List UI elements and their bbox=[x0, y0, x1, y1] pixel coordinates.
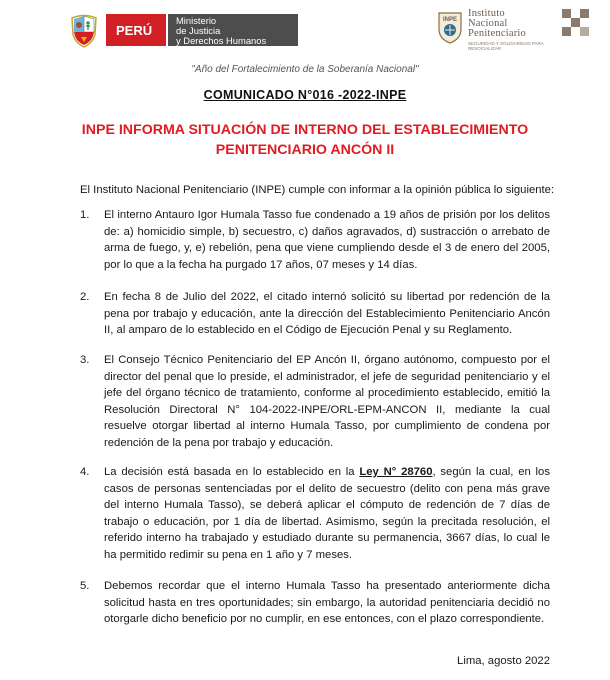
inpe-tagline: SEGURIDAD Y SOLIDARIDAD PARA RESOCIALIZAR bbox=[468, 41, 544, 51]
item-text: El interno Antauro Igor Humala Tasso fue condenado a 19 años de prisión por los delitos de: a) homicidio simple, b) secuestro, c) daños agravados, d) sustracción o arrebato de arma de fuego, y, e) rebelión, pena que viene cumpliendo desde el 3 de enero del 2005, por lo que a la fecha ha purgado 17 años, 07 meses y 14 días. bbox=[104, 209, 550, 271]
ministry-line-2: de Justicia bbox=[176, 24, 221, 36]
inpe-name-line-3: Penitenciario bbox=[468, 28, 526, 39]
list-item-5 bbox=[80, 578, 550, 628]
ministry-line-3: y Derechos Humanos bbox=[176, 34, 267, 46]
peru-label: PERÚ bbox=[106, 14, 166, 46]
item-number: 4. bbox=[80, 466, 90, 478]
list-item-1 bbox=[80, 207, 550, 273]
peru-coat-of-arms-icon bbox=[66, 12, 102, 48]
inpe-name-line-1: Instituto bbox=[468, 8, 505, 19]
headline: INPE INFORMA SITUACIÓN DE INTERNO DEL ESTABLECIMIENTO PENITENCIARIO ANCÓN II bbox=[81, 122, 529, 158]
item-text: En fecha 8 de Julio del 2022, el citado internó solicitó su libertad por redención de la pena por trabajo y educación, ante la dirección del Establecimiento Penitenciario Ancón II, al amparo de lo establecido en el Código de Ejecución Penal y su Reglamento. bbox=[104, 291, 550, 336]
closing-date: Lima, agosto 2022 bbox=[457, 655, 550, 667]
comunicado-number: COMUNICADO N°016 -2022-INPE bbox=[203, 88, 407, 102]
ministry-logo bbox=[66, 12, 298, 48]
list-item-2 bbox=[80, 289, 550, 339]
list-item-3 bbox=[80, 352, 550, 451]
item-text-before: La decisión está basada en lo establecido en la bbox=[104, 466, 360, 478]
checker-pattern-icon bbox=[562, 9, 590, 39]
inpe-name bbox=[468, 9, 564, 51]
list-item-4 bbox=[80, 464, 550, 563]
item-text: Debemos recordar que el interno Humala Tasso ha presentado anteriormente dicha solicitud hasta en tres oportunidades; sin embargo, la autoridad penitenciaria decidió no otorgarle dicho beneficio por no cumplir, en ese entonces, con el plazo correspondiente. bbox=[104, 580, 550, 625]
item-text-after: , según la cual, en los casos de personas sentenciadas por el delito de secuestro (delito con pena más grave del interno Humala Tasso), se deberá aplicar el cómputo de redención de 7 días de trabajo o educación, por 1 día de libertad. Asimismo, según la precitada resolución, el referido interno ha trabajado y estudiado durante su permanencia, 3667 días, lo cual le ha permitido redimir su pena en 1 año y 7 meses. bbox=[104, 466, 550, 561]
intro-paragraph: El Instituto Nacional Penitenciario (INPE) cumple con informar a la opinión pública lo siguiente: bbox=[80, 184, 555, 196]
item-number: 1. bbox=[80, 209, 90, 221]
item-number: 5. bbox=[80, 580, 90, 592]
ministry-name bbox=[168, 14, 298, 46]
svg-text:INPE: INPE bbox=[442, 17, 458, 23]
inpe-seal-icon bbox=[436, 9, 464, 45]
ministry-line-1: Ministerio bbox=[176, 14, 217, 26]
item-text: El Consejo Técnico Penitenciario del EP Ancón II, órgano autónomo, compuesto por el director del penal que lo preside, el administrador, el jefe de seguridad penitenciario y el jefe del órgano técnico de tratamiento, conforme al procedimiento establecido, emitió la Resolución Directoral N° 104-2022-INPE/ORL-EPM-ANCON II, mediante la cual resuelve otorgar libertad al interno Humala Tasso, por cumplimiento de condena por redención de la pena por trabajo y educación. bbox=[104, 354, 550, 449]
item-number: 3. bbox=[80, 354, 90, 366]
law-reference: Ley N° 28760 bbox=[359, 466, 433, 478]
year-motto: "Año del Fortalecimiento de la Soberanía Nacional" bbox=[191, 64, 419, 75]
inpe-logo bbox=[436, 9, 564, 51]
item-number: 2. bbox=[80, 291, 90, 303]
inpe-name-line-2: Nacional bbox=[468, 18, 508, 29]
item-text bbox=[104, 464, 550, 563]
